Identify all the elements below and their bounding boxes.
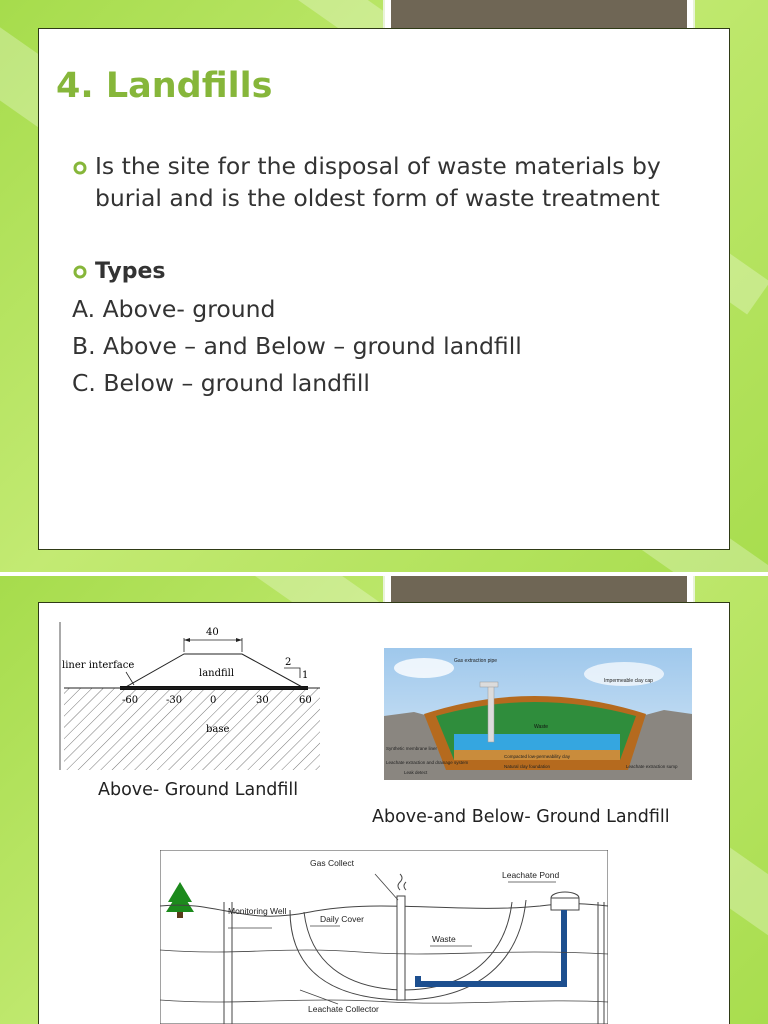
gas-pipe (488, 686, 494, 742)
landfill-label: landfill (199, 668, 235, 679)
slope-vertical-label: 1 (302, 670, 309, 681)
base-label: base (206, 724, 230, 735)
tick-label: 60 (299, 695, 312, 706)
fig2-label: Synthetic membrane liner (386, 746, 438, 751)
above-ground-diagram (56, 622, 326, 772)
liner-label: liner interface (62, 660, 135, 671)
fig3-label: Monitoring Well (228, 906, 287, 916)
fig3-label: Leachate Pond (502, 870, 560, 880)
fig2-label: Impermeable clay cap (604, 678, 653, 684)
content-panel (38, 28, 730, 550)
above-ground-caption: Above- Ground Landfill (98, 780, 299, 800)
bullet-icon (73, 265, 87, 279)
slope-horizontal-label: 2 (285, 657, 292, 668)
fig3-label: Daily Cover (320, 914, 364, 924)
bullet-text-line-2: burial and is the oldest form of waste treatment (95, 184, 660, 212)
fig3-label: Waste (432, 934, 456, 944)
fig2-label: Natural clay foundation (504, 764, 551, 769)
bullet-text-line-1: Is the site for the disposal of waste materials by (95, 152, 661, 180)
ground-hatch (64, 688, 320, 770)
tick-label: -30 (166, 695, 183, 706)
fig3-label: Leachate Collector (308, 1004, 379, 1014)
tick-label: 0 (210, 695, 217, 706)
type-item-b: B. Above – and Below – ground landfill (72, 332, 522, 360)
above-below-ground-diagram (384, 648, 692, 780)
above-below-ground-caption: Above-and Below- Ground Landfill (372, 807, 670, 827)
fig2-label: Leak detect (404, 770, 428, 775)
types-heading: Types (95, 259, 166, 284)
fig3-label: Gas Collect (310, 858, 354, 868)
slide-title: 4. Landfills (56, 66, 273, 106)
fig2-label: Leachate extraction and drainage system (386, 760, 469, 765)
bullet-icon (73, 161, 87, 175)
fig2-label: Gas extraction pipe (454, 658, 498, 664)
width-label: 40 (206, 627, 219, 638)
fig2-label: Leachate extraction sump (626, 764, 678, 769)
gas-collect-pipe (397, 896, 405, 1000)
below-ground-diagram (160, 850, 608, 1024)
tick-label: -60 (122, 695, 139, 706)
slide-2 (0, 576, 768, 1024)
type-item-c: C. Below – ground landfill (72, 369, 370, 397)
leachate-layer (454, 734, 620, 750)
fig2-label: Waste (534, 724, 548, 730)
fig2-label: Compacted low-permeability clay (504, 754, 571, 759)
type-item-a: A. Above- ground (72, 295, 276, 323)
tick-label: 30 (256, 695, 269, 706)
